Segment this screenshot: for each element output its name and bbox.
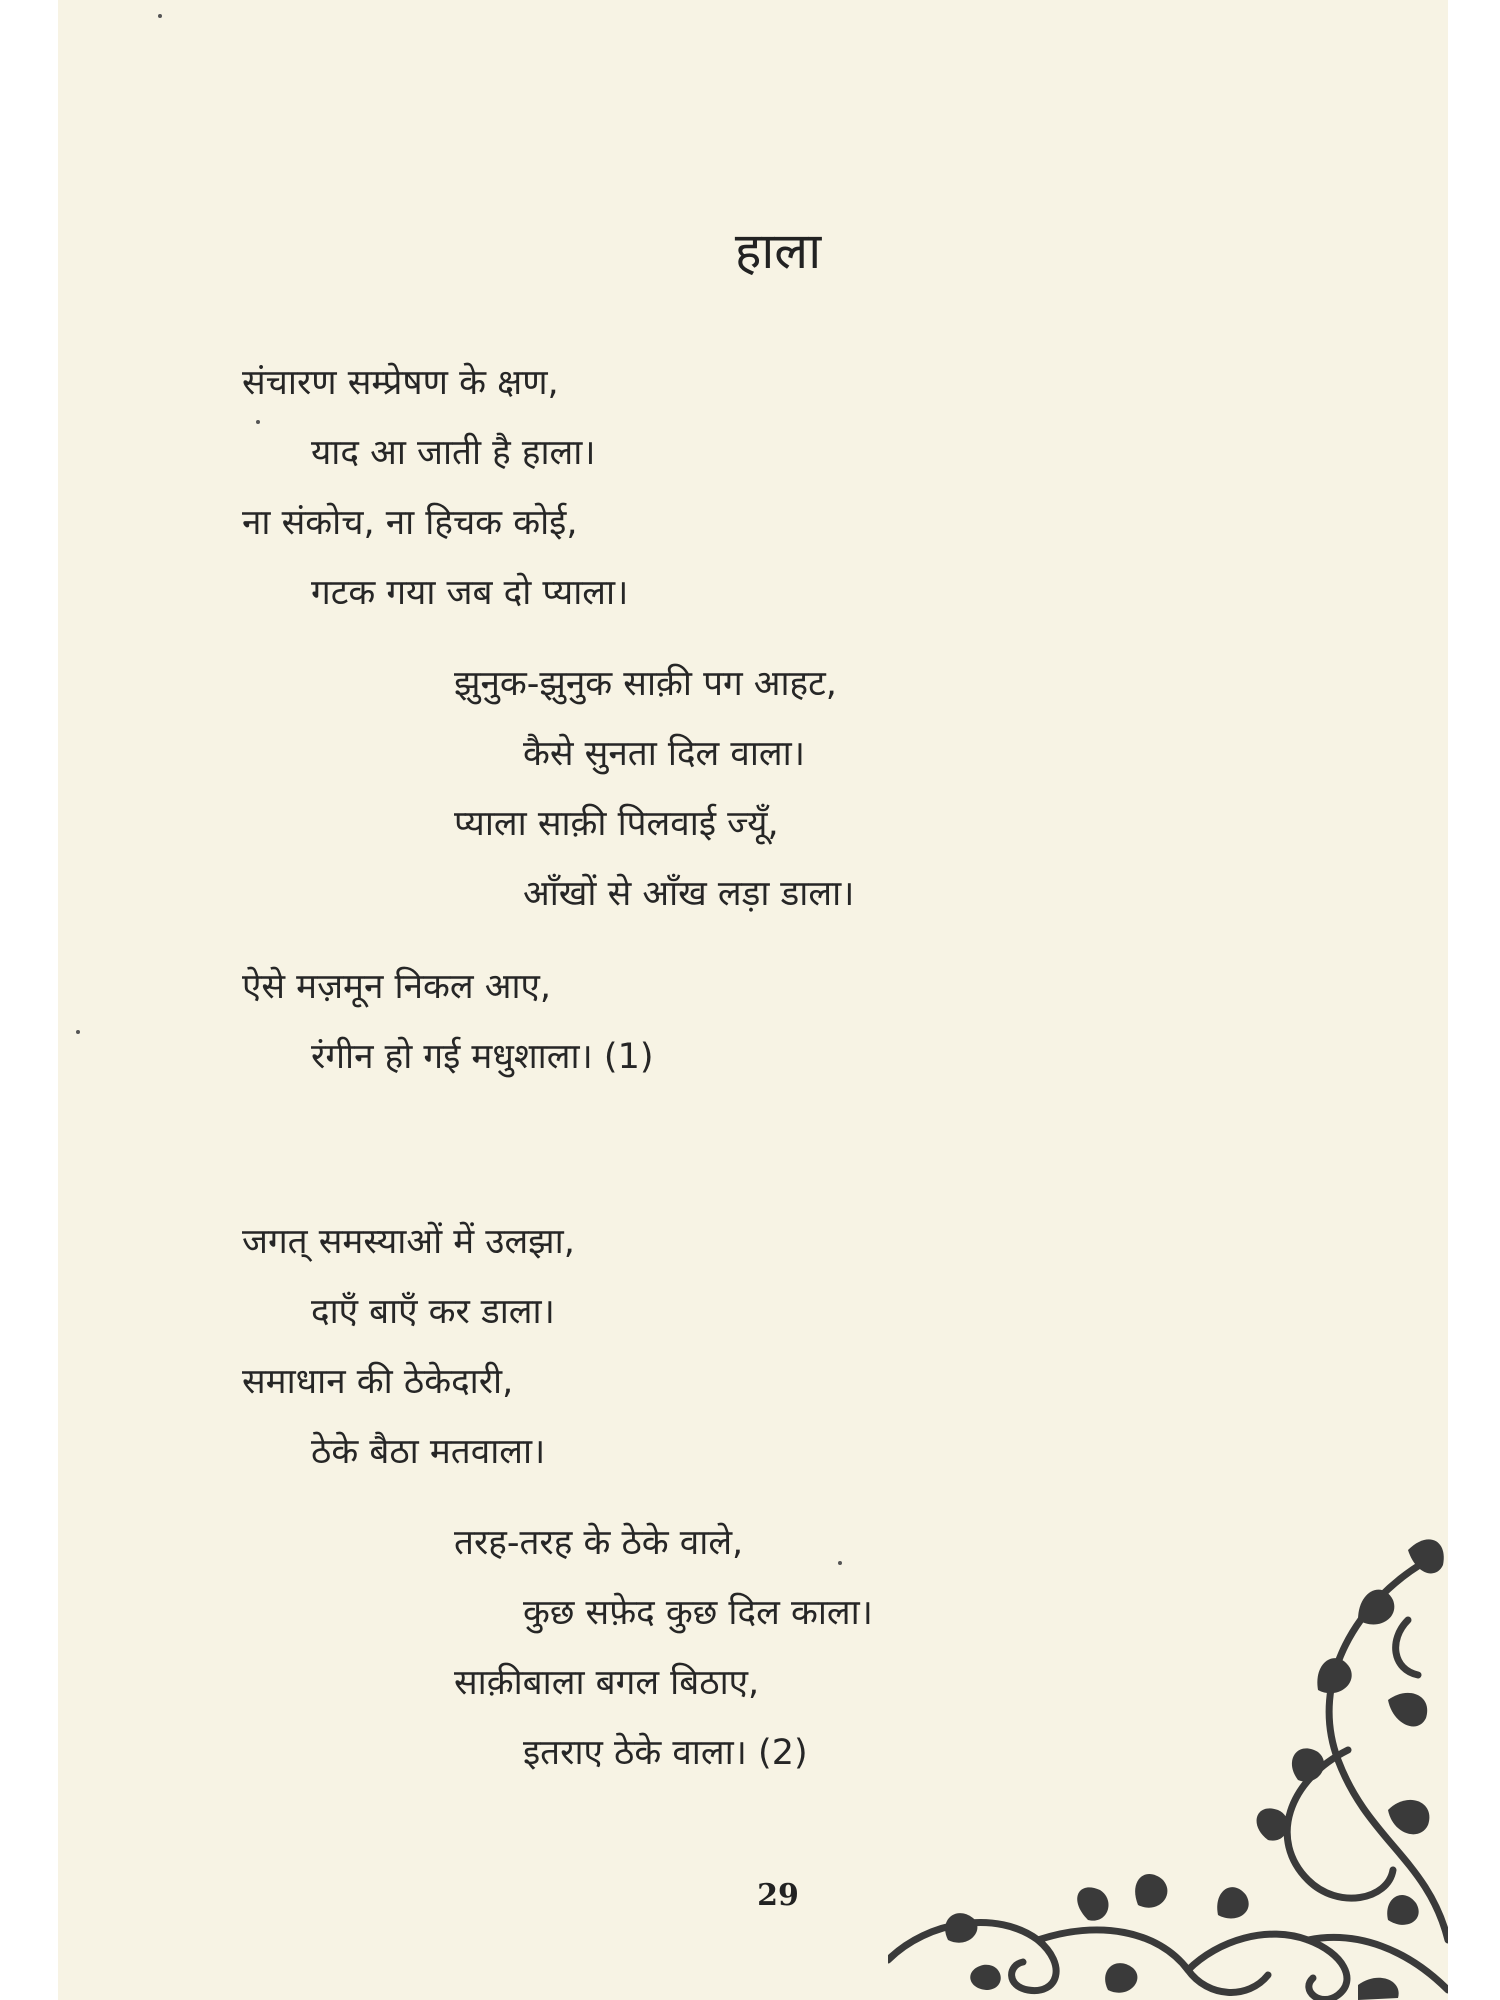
print-speck xyxy=(158,14,162,18)
poem-line: जगत् समस्याओं में उलझा, xyxy=(242,1222,575,1262)
poem-line: गटक गया जब दो प्याला। xyxy=(311,573,629,613)
book-page xyxy=(58,0,1448,2000)
poem-line: ऐसे मज़मून निकल आए, xyxy=(242,967,551,1007)
poem-line: झुनुक-झुनुक साक़ी पग आहट, xyxy=(454,664,837,704)
poem-line: ना संकोच, ना हिचक कोई, xyxy=(242,503,578,543)
poem-line: तरह-तरह के ठेके वाले, xyxy=(454,1523,744,1563)
poem-title: हाला xyxy=(734,222,822,280)
poem-line: ठेके बैठा मतवाला। xyxy=(311,1432,546,1472)
poem-line: प्याला साक़ी पिलवाई ज्यूँ, xyxy=(454,804,779,844)
poem-line: आँखों से आँख लड़ा डाला। xyxy=(523,874,855,914)
floral-scroll-ornament-icon xyxy=(888,1520,1448,2000)
poem-line: साक़ीबाला बगल बिठाए, xyxy=(454,1663,760,1703)
poem-line: संचारण सम्प्रेषण के क्षण, xyxy=(242,363,559,403)
poem-line: इतराए ठेके वाला। (2) xyxy=(523,1733,808,1773)
poem-line: कैसे सुनता दिल वाला। xyxy=(523,734,805,774)
poem-line: कुछ सफ़ेद कुछ दिल काला। xyxy=(523,1593,873,1633)
print-speck xyxy=(838,1561,842,1565)
print-speck xyxy=(76,1030,80,1034)
poem-line: समाधान की ठेकेदारी, xyxy=(242,1362,514,1402)
poem-line: रंगीन हो गई मधुशाला। (1) xyxy=(311,1037,654,1077)
poem-line: दाएँ बाएँ कर डाला। xyxy=(311,1292,555,1332)
print-speck xyxy=(256,420,260,424)
page-number: 29 xyxy=(757,1878,799,1913)
poem-line: याद आ जाती है हाला। xyxy=(311,433,596,473)
